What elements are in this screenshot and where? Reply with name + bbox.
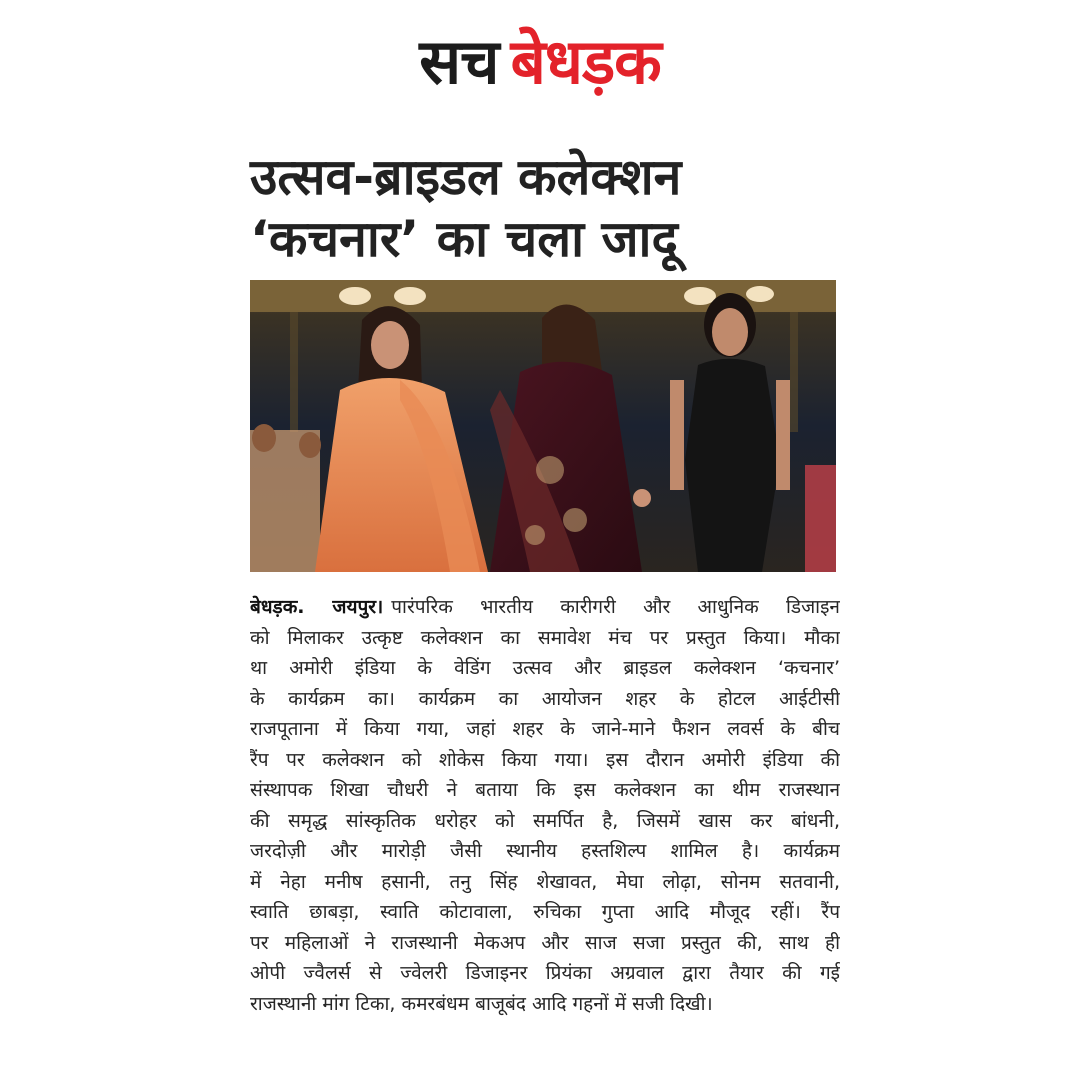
article-line: ओपी ज्वैलर्स से ज्वेलरी डिजाइनर प्रियंका अग्रवाल द्वारा तैयार की गई: [250, 962, 840, 984]
article-line: राजस्थानी मांग टिका, कमरबंधम बाजूबंद आदि गहनों में सजी दिखी।: [250, 992, 713, 1015]
article-body: [250, 592, 840, 1019]
article-line: की समृद्ध सांस्कृतिक धरोहर को समर्पित है, जिसमें खास कर बांधनी,: [250, 809, 840, 832]
article-line-text: पारंपरिक भारतीय कारीगरी और आधुनिक डिजाइन: [391, 596, 840, 618]
article-line: को मिलाकर उत्कृष्ट कलेक्शन का समावेश मंच पर प्रस्तुत किया। मौका: [250, 626, 840, 649]
article-line: स्वाति छाबड़ा, स्वाति कोटावाला, रुचिका गुप्ता आदि मौजूद रहीं। रैंप: [250, 901, 840, 923]
article-line: [250, 592, 840, 623]
masthead-word-sach: सच: [419, 25, 499, 98]
article-headline: [250, 146, 840, 270]
article-line: पर महिलाओं ने राजस्थानी मेकअप और साज सजा प्रस्तुत की, साथ ही: [250, 931, 840, 954]
article-line: में नेहा मनीष हसानी, तनु सिंह शेखावत, मेघा लोढ़ा, सोनम सतवानी,: [250, 870, 840, 893]
masthead-word-bedhadak: बेधड़क: [510, 25, 661, 98]
headline-line-2: ‘कचनार’ का चला जादू: [250, 210, 679, 268]
article-dateline: बेधड़क. जयपुर।: [250, 596, 384, 618]
article-line: राजपूताना में किया गया, जहां शहर के जाने-माने फैशन लवर्स के बीच: [250, 718, 840, 740]
article-line: था अमोरी इंडिया के वेडिंग उत्सव और ब्राइडल कलेक्शन ‘कचनार’: [250, 657, 840, 679]
article-line: संस्थापक शिखा चौधरी ने बताया कि इस कलेक्शन का थीम राजस्थान: [250, 779, 840, 801]
runway-photo: [250, 280, 836, 572]
article-line: जरदोज़ी और मारोड़ी जैसी स्थानीय हस्तशिल्प शामिल है। कार्यक्रम: [250, 840, 840, 862]
runway-photo-illustration: [250, 280, 836, 572]
headline-line-1: उत्सव-ब्राइडल कलेक्शन: [250, 148, 682, 206]
masthead-logo: [0, 22, 1080, 102]
article-line: के कार्यक्रम का। कार्यक्रम का आयोजन शहर के होटल आईटीसी: [250, 687, 840, 710]
article-line: रैंप पर कलेक्शन को शोकेस किया गया। इस दौरान अमोरी इंडिया की: [250, 748, 840, 771]
